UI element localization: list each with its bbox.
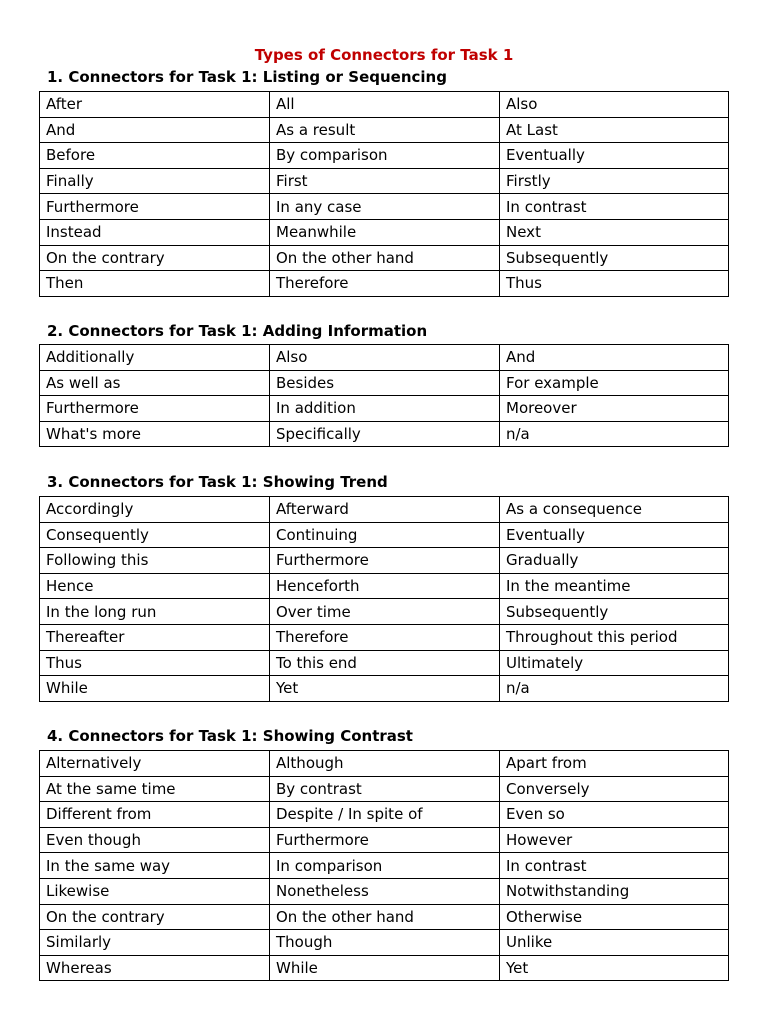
table-row bbox=[40, 878, 729, 904]
table-row bbox=[40, 245, 729, 271]
table-cell: Before bbox=[40, 143, 270, 169]
section-heading-trend: 3. Connectors for Task 1: Showing Trend bbox=[47, 473, 388, 491]
table-cell: Furthermore bbox=[40, 194, 270, 220]
table-cell: Firstly bbox=[500, 168, 729, 194]
table-cell: Eventually bbox=[500, 143, 729, 169]
table-row bbox=[40, 117, 729, 143]
table-cell: By contrast bbox=[270, 776, 500, 802]
table-cell: On the other hand bbox=[270, 904, 500, 930]
table-cell: Continuing bbox=[270, 522, 500, 548]
table-cell: As a consequence bbox=[500, 497, 729, 523]
table-cell: As a result bbox=[270, 117, 500, 143]
table-row bbox=[40, 676, 729, 702]
table-cell: Although bbox=[270, 751, 500, 777]
section-heading-listing: 1. Connectors for Task 1: Listing or Sequencing bbox=[47, 68, 447, 86]
table-row bbox=[40, 599, 729, 625]
table-row bbox=[40, 194, 729, 220]
table-cell: Instead bbox=[40, 219, 270, 245]
table-cell: On the contrary bbox=[40, 904, 270, 930]
table-row bbox=[40, 573, 729, 599]
table-cell: Thus bbox=[40, 650, 270, 676]
table-cell: Despite / In spite of bbox=[270, 802, 500, 828]
table-cell: Afterward bbox=[270, 497, 500, 523]
table-cell: Similarly bbox=[40, 930, 270, 956]
table-cell: In addition bbox=[270, 396, 500, 422]
table-cell: In any case bbox=[270, 194, 500, 220]
table-cell: Accordingly bbox=[40, 497, 270, 523]
table-cell: Specifically bbox=[270, 421, 500, 447]
table-cell: On the contrary bbox=[40, 245, 270, 271]
table-cell: All bbox=[270, 92, 500, 118]
table-cell: At Last bbox=[500, 117, 729, 143]
table-cell: Therefore bbox=[270, 271, 500, 297]
table-cell: Also bbox=[270, 345, 500, 371]
table-cell: Finally bbox=[40, 168, 270, 194]
table-cell: Subsequently bbox=[500, 599, 729, 625]
table-cell: n/a bbox=[500, 421, 729, 447]
table-cell: Gradually bbox=[500, 548, 729, 574]
table-cell: Different from bbox=[40, 802, 270, 828]
table-cell: In contrast bbox=[500, 853, 729, 879]
section-heading-adding: 2. Connectors for Task 1: Adding Information bbox=[47, 322, 428, 340]
table-cell: Likewise bbox=[40, 878, 270, 904]
table-cell: For example bbox=[500, 370, 729, 396]
table-cell: Furthermore bbox=[270, 548, 500, 574]
table-cell: Next bbox=[500, 219, 729, 245]
table-cell: Over time bbox=[270, 599, 500, 625]
table-cell: Consequently bbox=[40, 522, 270, 548]
table-cell: On the other hand bbox=[270, 245, 500, 271]
table-row bbox=[40, 930, 729, 956]
table-row bbox=[40, 219, 729, 245]
table-row bbox=[40, 548, 729, 574]
table-cell: Hence bbox=[40, 573, 270, 599]
table-row bbox=[40, 168, 729, 194]
table-row bbox=[40, 143, 729, 169]
table-cell: In comparison bbox=[270, 853, 500, 879]
table-cell: Yet bbox=[500, 955, 729, 981]
table-cell: Thus bbox=[500, 271, 729, 297]
table-cell: Alternatively bbox=[40, 751, 270, 777]
connector-table-adding bbox=[39, 344, 729, 447]
table-cell: Nonetheless bbox=[270, 878, 500, 904]
table-row bbox=[40, 955, 729, 981]
table-cell: Additionally bbox=[40, 345, 270, 371]
table-cell: Even though bbox=[40, 827, 270, 853]
table-cell: Furthermore bbox=[40, 396, 270, 422]
table-row bbox=[40, 751, 729, 777]
table-row bbox=[40, 827, 729, 853]
table-cell: Throughout this period bbox=[500, 624, 729, 650]
table-row bbox=[40, 497, 729, 523]
table-cell: Ultimately bbox=[500, 650, 729, 676]
table-cell: Henceforth bbox=[270, 573, 500, 599]
table-row bbox=[40, 92, 729, 118]
table-cell: Eventually bbox=[500, 522, 729, 548]
table-cell: By comparison bbox=[270, 143, 500, 169]
table-row bbox=[40, 624, 729, 650]
table-row bbox=[40, 776, 729, 802]
connector-table-trend bbox=[39, 496, 729, 702]
table-cell: In the meantime bbox=[500, 573, 729, 599]
table-cell: While bbox=[40, 676, 270, 702]
table-row bbox=[40, 271, 729, 297]
table-cell: Conversely bbox=[500, 776, 729, 802]
table-cell: Besides bbox=[270, 370, 500, 396]
table-cell: Thereafter bbox=[40, 624, 270, 650]
table-cell: First bbox=[270, 168, 500, 194]
table-cell: Even so bbox=[500, 802, 729, 828]
table-cell: As well as bbox=[40, 370, 270, 396]
table-cell: n/a bbox=[500, 676, 729, 702]
table-cell: To this end bbox=[270, 650, 500, 676]
table-row bbox=[40, 421, 729, 447]
table-row bbox=[40, 370, 729, 396]
table-cell: While bbox=[270, 955, 500, 981]
table-cell: And bbox=[500, 345, 729, 371]
table-cell: Unlike bbox=[500, 930, 729, 956]
table-cell: After bbox=[40, 92, 270, 118]
table-cell: Otherwise bbox=[500, 904, 729, 930]
table-cell: Yet bbox=[270, 676, 500, 702]
table-cell: Furthermore bbox=[270, 827, 500, 853]
table-cell: Then bbox=[40, 271, 270, 297]
table-cell: And bbox=[40, 117, 270, 143]
table-row bbox=[40, 853, 729, 879]
table-cell: Subsequently bbox=[500, 245, 729, 271]
table-cell: At the same time bbox=[40, 776, 270, 802]
table-cell: What's more bbox=[40, 421, 270, 447]
table-row bbox=[40, 522, 729, 548]
connector-table-listing bbox=[39, 91, 729, 297]
table-row bbox=[40, 396, 729, 422]
table-cell: In contrast bbox=[500, 194, 729, 220]
table-cell: Though bbox=[270, 930, 500, 956]
section-heading-contrast: 4. Connectors for Task 1: Showing Contrast bbox=[47, 727, 413, 745]
page-title: Types of Connectors for Task 1 bbox=[254, 46, 514, 64]
table-cell: However bbox=[500, 827, 729, 853]
table-cell: Whereas bbox=[40, 955, 270, 981]
table-row bbox=[40, 802, 729, 828]
table-cell: Therefore bbox=[270, 624, 500, 650]
table-row bbox=[40, 904, 729, 930]
table-row bbox=[40, 650, 729, 676]
table-cell: In the same way bbox=[40, 853, 270, 879]
table-cell: Following this bbox=[40, 548, 270, 574]
connector-table-contrast bbox=[39, 750, 729, 981]
table-cell: Apart from bbox=[500, 751, 729, 777]
table-cell: Meanwhile bbox=[270, 219, 500, 245]
table-row bbox=[40, 345, 729, 371]
table-cell: Moreover bbox=[500, 396, 729, 422]
table-cell: In the long run bbox=[40, 599, 270, 625]
table-cell: Notwithstanding bbox=[500, 878, 729, 904]
table-cell: Also bbox=[500, 92, 729, 118]
